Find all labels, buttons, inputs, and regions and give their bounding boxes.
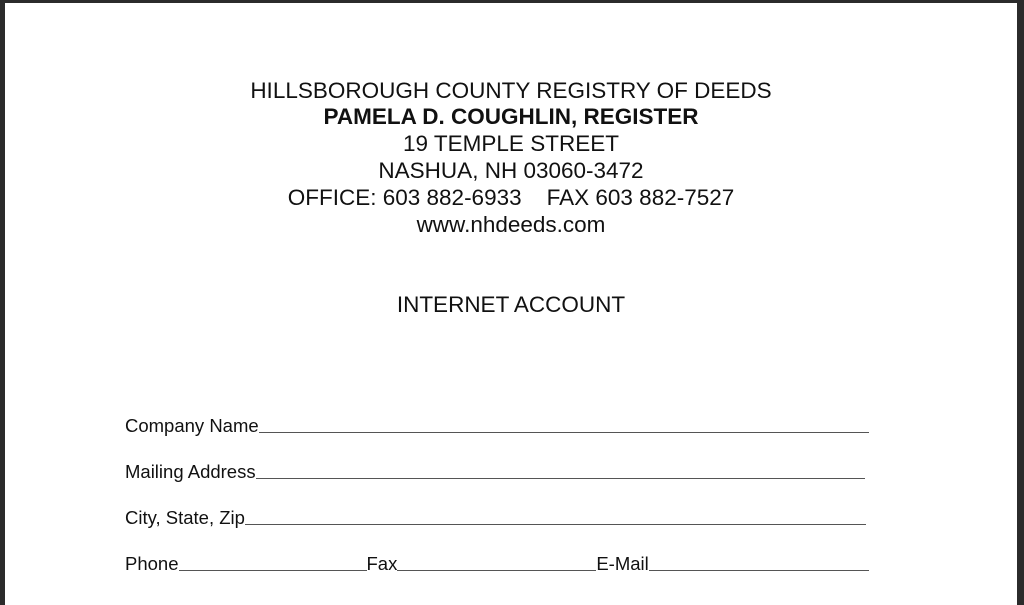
document-page (5, 3, 1017, 605)
contact-fields-row (125, 549, 869, 575)
contact-numbers: OFFICE: 603 882-6933 FAX 603 882-7527 (287, 185, 735, 210)
company-name-input-line[interactable] (259, 414, 869, 433)
fax-input-line[interactable] (397, 552, 596, 571)
company-name-label: Company Name (125, 415, 259, 436)
registry-name: HILLSBOROUGH COUNTY REGISTRY OF DEEDS (250, 78, 772, 103)
company-name-field[interactable] (125, 411, 869, 437)
city-address: NASHUA, NH 03060-3472 (378, 158, 644, 183)
form-title: INTERNET ACCOUNT (396, 292, 626, 317)
mailing-address-field[interactable] (125, 457, 865, 483)
mailing-address-label: Mailing Address (125, 461, 256, 482)
city-state-zip-input-line[interactable] (245, 506, 866, 525)
register-name: PAMELA D. COUGHLIN, REGISTER (323, 104, 699, 129)
street-address: 19 TEMPLE STREET (403, 131, 619, 156)
phone-input-line[interactable] (179, 552, 367, 571)
fax-label: Fax (366, 553, 398, 574)
email-label: E-Mail (596, 553, 649, 574)
website-link[interactable]: www.nhdeeds.com (416, 212, 606, 237)
email-input-line[interactable] (649, 552, 869, 571)
city-state-zip-label: City, State, Zip (125, 507, 245, 528)
mailing-address-input-line[interactable] (256, 460, 865, 479)
phone-label: Phone (125, 553, 179, 574)
city-state-zip-field[interactable] (125, 503, 866, 529)
